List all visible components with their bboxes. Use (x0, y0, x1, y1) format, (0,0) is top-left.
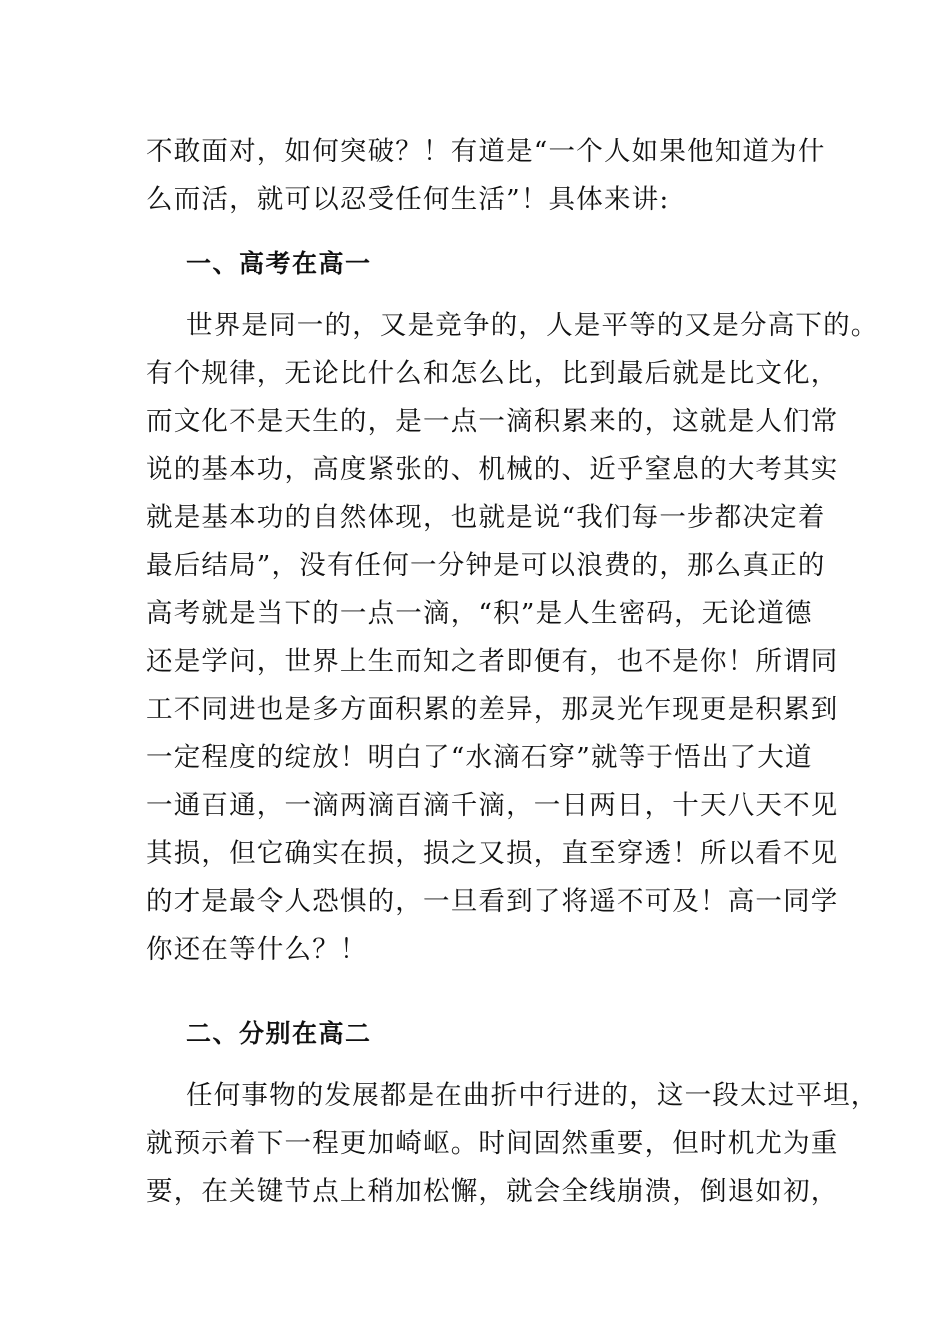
paragraph-line: 世界是同一的，又是竞争的，人是平等的又是分高下的。 (186, 310, 879, 341)
intro-paragraph (146, 128, 826, 224)
paragraph-line: 说的基本功，高度紧张的、机械的、近乎窒息的大考其实 (146, 454, 839, 485)
paragraph-line: 么而活，就可以忍受任何生活”！具体来讲: (146, 184, 670, 215)
paragraph-line: 而文化不是天生的，是一点一滴积累来的，这就是人们常 (146, 406, 839, 437)
paragraph-line: 高考就是当下的一点一滴，“积”是人生密码，无论道德 (146, 598, 813, 629)
paragraph-line: 还是学问，世界上生而知之者即便有，也不是你！所谓同 (146, 646, 839, 677)
section-heading-1: 一、高考在高一 (186, 249, 372, 278)
paragraph-line: 就是基本功的自然体现，也就是说“我们每一步都决定着 (146, 502, 826, 533)
paragraph-line: 有个规律，无论比什么和怎么比，比到最后就是比文化， (146, 358, 839, 389)
paragraph-line: 工不同进也是多方面积累的差异，那灵光乍现更是积累到 (146, 694, 839, 725)
paragraph-line: 就预示着下一程更加崎岖。时间固然重要，但时机尤为重 (146, 1128, 839, 1159)
paragraph-line: 其损，但它确实在损，损之又损，直至穿透！所以看不见 (146, 838, 839, 869)
paragraph-line: 一定程度的绽放！明白了“水滴石穿”就等于悟出了大道 (146, 742, 813, 773)
paragraph-line: 任何事物的发展都是在曲折中行进的，这一段太过平坦， (186, 1080, 879, 1111)
section-1-paragraph (146, 302, 879, 974)
paragraph-line: 一通百通，一滴两滴百滴千滴，一日两日，十天八天不见 (146, 790, 839, 821)
section-heading-2: 二、分别在高二 (186, 1019, 372, 1048)
paragraph-line: 最后结局”，没有任何一分钟是可以浪费的，那么真正的 (146, 550, 826, 581)
paragraph-line: 你还在等什么？！ (146, 934, 368, 965)
section-2-paragraph (146, 1072, 879, 1216)
paragraph-line: 要，在关键节点上稍加松懈，就会全线崩溃，倒退如初， (146, 1176, 839, 1207)
paragraph-line: 的才是最令人恐惧的，一旦看到了将遥不可及！高一同学 (146, 886, 839, 917)
paragraph-line: 不敢面对，如何突破？！有道是“一个人如果他知道为什 (146, 136, 826, 167)
